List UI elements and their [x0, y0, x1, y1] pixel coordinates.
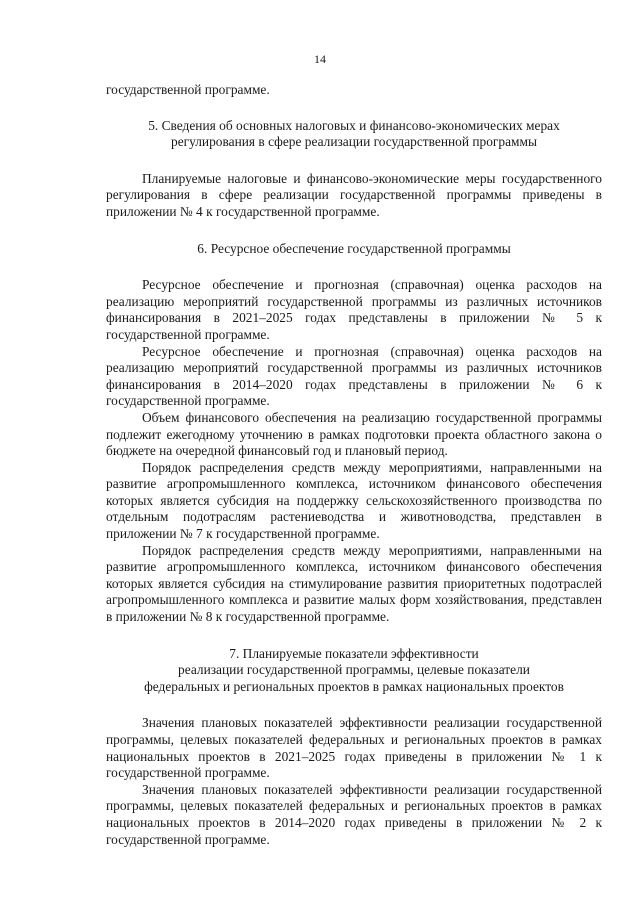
section7-paragraph: Значения плановых показателей эффективности реализации государственной программы, целевых показателей федеральных и региональных проектов в рамках национальных проектов в 2021–2025 годах приведены в приложении № 1 к государственной программе. — [106, 715, 602, 781]
section5-title-line1: 5. Сведения об основных налоговых и финансово-экономических мерах — [148, 117, 560, 133]
section6-title: 6. Ресурсное обеспечение государственной программы — [197, 240, 511, 256]
section6-paragraph: Объем финансового обеспечения на реализацию государственной программы подлежит ежегодному уточнению в рамках подготовки проекта областного закона о бюджете на очередной финансовый год и плановый период. — [106, 409, 602, 459]
section5-title-line2: регулирования в сфере реализации государственной программы — [171, 134, 537, 150]
section7-title-line2: реализации государственной программы, целевые показатели — [178, 662, 530, 678]
section6-paragraph: Ресурсное обеспечение и прогнозная (справочная) оценка расходов на реализацию мероприятий государственной программы из различных источников финансирования в 2021–2025 годах представлены в приложении № 5 к государственной программе. — [106, 277, 602, 342]
intro-fragment: государственной программе. — [106, 82, 270, 97]
section7-title — [106, 646, 602, 696]
document-body — [106, 82, 602, 848]
section6-paragraph: Ресурсное обеспечение и прогнозная (справочная) оценка расходов на реализацию мероприятий государственной программы из различных источников финансирования в 2014–2020 годах представлены в приложении № 6 к государственной программе. — [106, 343, 602, 409]
section7-paragraph: Значения плановых показателей эффективности реализации государственной программы, целевых показателей федеральных и региональных проектов в рамках национальных проектов в 2014–2020 годах приведены в приложении № 2 к государственной программе. — [106, 781, 602, 847]
section5-title — [106, 118, 602, 151]
section7-title-line1: 7. Планируемые показатели эффективности — [229, 645, 479, 661]
page-number: 14 — [314, 52, 326, 66]
section6-paragraph: Порядок распределения средств между мероприятиями, направленными на развитие агропромышленного комплекса, источником финансового обеспечения которых является субсидия на поддержку сельскохозяйственного производства по отдельным подотраслям растениеводства и животноводства, представлен в приложении № 7 к государственной программе. — [106, 459, 602, 542]
section5-paragraph: Планируемые налоговые и финансово-экономические меры государственного регулирования в сфере реализации государственной программы приведены в приложении № 4 к государственной программе. — [106, 170, 602, 219]
section6-paragraph: Порядок распределения средств между мероприятиями, направленными на развитие агропромышленного комплекса, источником финансового обеспечения которых является субсидия на стимулирование развития приоритетных подотраслей агропромышленного комплекса и развитие малых форм хозяйствования, представлен в приложении № 8 к государственной программе. — [106, 542, 602, 625]
section7-title-line3: федеральных и региональных проектов в рамках национальных проектов — [144, 678, 564, 694]
